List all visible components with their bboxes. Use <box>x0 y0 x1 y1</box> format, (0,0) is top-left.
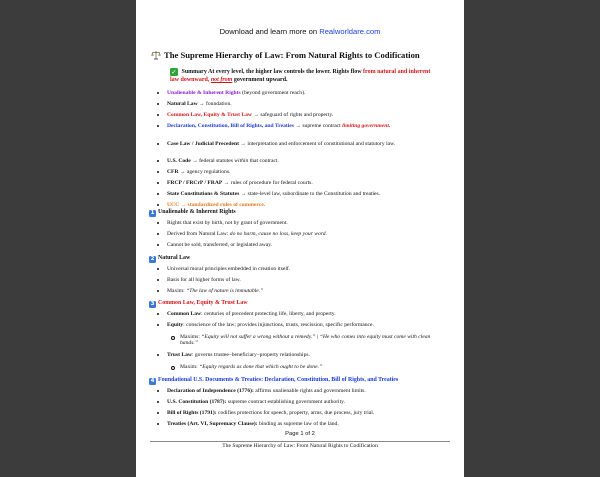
list-item: Trust Law: governs trustee–beneficiary–property relationships. <box>153 352 438 358</box>
list-item: UCC → standardized rules of commerce. <box>153 202 438 208</box>
section-heading: 2 Natural Law <box>150 255 191 262</box>
list-item: Derived from Natural Law: do no harm, cause no loss, keep your word. <box>153 231 438 237</box>
list-item: Maxim: “The law of nature is immutable.” <box>153 288 438 294</box>
section-heading: 1 Unalienable & Inherent Rights <box>150 209 236 216</box>
list-item: Cannot be sold, transferred, or legislated away. <box>153 242 438 248</box>
number-badge: 3 <box>150 301 155 307</box>
section-heading: 4 Foundational U.S. Documents & Treaties: Declaration, Constitution, Bill of Rights, and Treaties <box>150 377 399 384</box>
summary-lead: Summary At every level, the higher law controls the lower. Rights flow <box>181 69 362 75</box>
page-footer: The Supreme Hierarchy of Law: From Natural Rights to Codification <box>222 443 378 449</box>
summary-tail: government upward. <box>233 77 288 83</box>
summary-red: from natural and inherent law downward, <box>170 69 431 83</box>
check-mark-icon: ✓ <box>171 68 177 76</box>
download-banner <box>136 27 464 36</box>
list-item: Treaties (Art. VI, Supremacy Clause): binding as supreme law of the land. <box>153 421 438 427</box>
number-badge: 2 <box>150 256 155 262</box>
page-number: Page 1 of 2 <box>285 431 315 437</box>
summary-not-from: not from <box>210 77 233 83</box>
list-item: Declaration, Constitution, Bill of Rights, and Treaties → supreme contract limiting government. <box>153 123 438 129</box>
download-text: Download and learn more on <box>219 27 318 36</box>
list-item: FRCP / FRCrP / FRAP → rules of procedure for federal courts. <box>153 180 438 186</box>
list-item: Common Law, Equity & Trust Law → safeguard of rights and property. <box>153 112 438 118</box>
site-link[interactable]: Realworldare.com <box>319 27 381 36</box>
list-item: State Constitutions & Statutes → state-level law, subordinate to the Constitution and treaties. <box>153 191 438 197</box>
title-text: The Supreme Hierarchy of Law: From Natural Rights to Codification <box>164 50 420 60</box>
list-item: Common Law: centuries of precedent protecting life, liberty, and property. <box>153 311 438 317</box>
list-item: Bill of Rights (1791): codifies protections for speech, property, arms, due process, jury trial. <box>153 410 438 416</box>
list-item: Maxims: “Equity will not suffer a wrong without a remedy.” | “He who comes into equity must come with clean hands.” <box>153 334 438 347</box>
summary-callout <box>170 68 440 84</box>
number-badge: 1 <box>150 210 155 216</box>
scales-of-justice-icon <box>151 50 161 60</box>
list-item: U.S. Code → federal statutes within that contract. <box>153 158 438 164</box>
number-badge: 4 <box>150 378 155 384</box>
list-item: Declaration of Independence (1776): affirms unalienable rights and government limits. <box>153 388 438 394</box>
list-item: Rights that exist by birth, not by grant of government. <box>153 220 438 226</box>
list-item: Case Law / Judicial Precedent → interpretation and enforcement of constitutional and statutory law. <box>153 141 438 147</box>
list-item: Basis for all higher forms of law. <box>153 277 438 283</box>
list-item: U.S. Constitution (1787): supreme contract establishing government authority. <box>153 399 438 405</box>
list-item: CFR → agency regulations. <box>153 169 438 175</box>
footer-divider <box>150 441 450 442</box>
page-title <box>151 50 456 60</box>
list-item: Equity: conscience of the law; provides injunctions, trusts, rescission, specific performance. <box>153 322 438 328</box>
document-page <box>136 0 464 477</box>
list-item: Maxim: “Equity regards as done that which ought to be done.” <box>153 364 438 370</box>
list-item: Natural Law → foundation. <box>153 101 438 107</box>
list-item: Universal moral principles embedded in creation itself. <box>153 266 438 272</box>
section-heading: 3 Common Law, Equity & Trust Law <box>150 300 248 307</box>
list-item: Unalienable & Inherent Rights (beyond government reach). <box>153 90 438 96</box>
